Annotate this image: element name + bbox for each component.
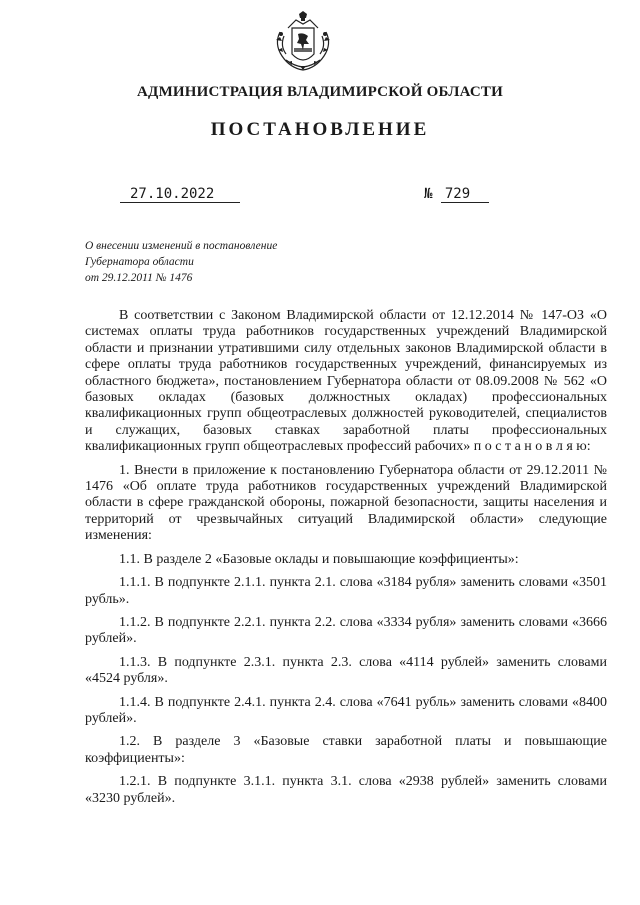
document-type-title: ПОСТАНОВЛЕНИЕ xyxy=(210,119,430,140)
paragraph-preamble: В соответствии с Законом Владимирской области от 12.12.2014 № 147-ОЗ «О системах оплаты труда работников государственных учреждений Владимирской области и признании утратившими силу отдельных законов Владимирской области в сфере оплаты труда работников государственных учреждений, финансируемых из областного бюджета», постановлением Губернатора области от 08.09.2008 № 562 «О базовых окладах (базовых должностных окладах) профессиональных квалификационных групп общеотраслевых должностей руководителей, специалистов и служащих, базовых ставках заработной платы профессиональных квалификационных групп общеотраслевых профессий рабочих» п о с т а н о в л я ю: xyxy=(85,308,607,455)
agency-name: АДМИНИСТРАЦИЯ ВЛАДИМИРСКОЙ ОБЛАСТИ xyxy=(137,84,503,100)
paragraph-item-1-2: 1.2. В разделе 3 «Базовые ставки заработной платы и повышающие коэффициенты»: xyxy=(85,734,607,766)
paragraph-item-1-1-1: 1.1.1. В подпункте 2.1.1. пункта 2.1. слова «3184 рубля» заменить словами «3501 рубль». xyxy=(85,575,607,607)
subject-line: О внесении изменений в постановление xyxy=(85,240,278,252)
document-date: 27.10.2022 xyxy=(120,186,240,203)
coat-of-arms-emblem xyxy=(268,10,338,74)
subject-line: от 29.12.2011 № 1476 xyxy=(85,272,193,284)
number-label: № xyxy=(424,186,433,202)
document-body xyxy=(85,308,607,807)
document-subject xyxy=(85,238,277,286)
document-number: 729 xyxy=(441,186,489,203)
paragraph-item-1-1-2: 1.1.2. В подпункте 2.2.1. пункта 2.2. слова «3334 рубля» заменить словами «3666 рублей». xyxy=(85,614,607,647)
paragraph-item-1: 1. Внести в приложение к постановлению Губернатора области от 29.12.2011 № 1476 «Об оплате труда работников государственных учреждений Владимирской области в сфере гражданской обороны, пожарной безопасности, защиты населения и территорий от чрезвычайных ситуаций Владимирской области» следующие изменения: xyxy=(85,462,607,544)
subject-line: Губернатора области xyxy=(85,256,194,268)
paragraph-item-1-1-4: 1.1.4. В подпункте 2.4.1. пункта 2.4. слова «7641 рубль» заменить словами «8400 рублей». xyxy=(85,694,607,726)
paragraph-item-1-1-3: 1.1.3. В подпункте 2.3.1. пункта 2.3. слова «4114 рублей» заменить словами «4524 рубля». xyxy=(85,654,607,687)
paragraph-item-1-2-1: 1.2.1. В подпункте 3.1.1. пункта 3.1. слова «2938 рублей» заменить словами «3230 рублей». xyxy=(85,774,607,806)
paragraph-item-1-1: 1.1. В разделе 2 «Базовые оклады и повышающие коэффициенты»: xyxy=(119,551,519,567)
document-number-block xyxy=(424,186,489,203)
